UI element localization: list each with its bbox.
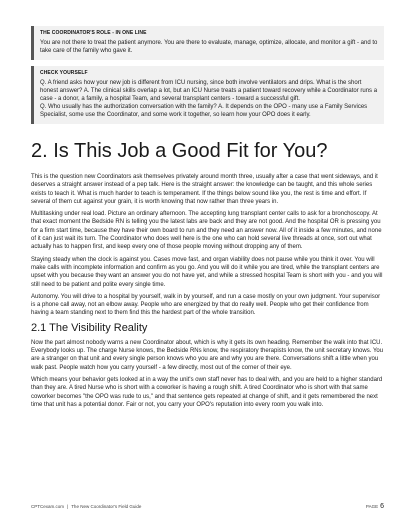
role-callout-box [31,26,384,60]
section-heading: 2. Is This Job a Good Fit for You? [31,140,328,162]
body-paragraph: Staying steady when the clock is against you. Cases move fast, and organ viability does not pause while you think it over. You will make calls with incomplete information and confirm as you go. And you will do it while you are tired, while the transplant centers are upset with you because they want an answer you do not have yet, and while a stressed hospital Team is short with you - and you will still need to be patient and polite every single time. [31,256,383,288]
document-page [31,26,384,413]
page-number: 6 [380,503,384,510]
footer-page-indicator [366,503,384,510]
footer-separator: | [67,504,69,509]
footer-source [31,504,141,509]
check-yourself-q1: Q. A friend asks how your new job is different from ICU nursing, since both involve ventilators and drips. What is the short honest answer? A. The clinical skills overlap a lot, but an ICU Nurse treats a patient toward recovery while a Coordinator runs a case - a donor, a family, a hospital Team, and several transplant centers - toward a successful gift. [40,80,378,102]
check-yourself-title: CHECK YOURSELF [40,70,88,76]
subsection-heading: 2.1 The Visibility Reality [31,321,148,334]
body-paragraph: Now the part almost nobody warns a new Coordinator about, which is why it gets its own heading. Remember the walk into that ICU. Everybody looks up. The charge Nurse knows, the Bedside RNs know, the respiratory therapists know, the unit secretary knows. You are a stranger on that unit and every single person knows who you are and why you are there. Conversations shift a little when you walk past. People watch how you carry yourself - a few directly, most out of the corner of their eye. [31,339,384,371]
role-callout-text: You are not there to treat the patient anymore. You are there to evaluate, manage, optimize, allocate, and monitor a gift - and to take care of the family who gave it. [40,40,378,54]
footer-guide-title: The New Coordinator's Field Guide [71,504,142,509]
footer-site-link[interactable]: CPTCexam.com [31,504,65,509]
check-yourself-box [31,66,384,124]
role-callout-title: THE COORDINATOR'S ROLE - IN ONE LINE [40,30,147,36]
body-paragraph: Multitasking under real load. Picture an ordinary afternoon. The accepting lung transplant center calls to ask for a bronchoscopy. At that exact moment the Bedside RN is telling you the latest labs are back and they are not good. And the hospital OR is pressing you for a firm start time, because they have their own board to run and they need an answer now. All of it inside a few minutes, and none of it can just wait its turn. The Coordinator who does well here is the one who can hold several live threads at once, sort out what actually has to happen first, and keep every one of those people moving without dropping any of them. [31,211,382,251]
page-label: PAGE [365,504,379,509]
body-paragraph: Which means your behavior gets looked at in a way the unit's own staff never has to deal with, and you are held to a higher standard than they are. A tired Nurse who is short with a coworker is having a rough shift. A tired Coordinator who is short with that same coworker becomes "the OPO was rude to us," and that sentence gets repeated at change of shift, and it gets remembered the next time that unit has a potential donor. Fair or not, you carry your OPO's reputation into every room you walk into. [31,376,383,408]
body-paragraph: This is the question new Coordinators ask themselves privately around month three, usually after a case that went sideways, and it deserves a straight answer instead of a pep talk. Here is the straight answer: the knowledge can be taught, and this whole series exists to teach it. What is much harder to teach is temperament. If the things below sound like you, the rest is time and effort. If several of them cut against your grain, it is worth knowing that now rather than three years in. [31,174,378,205]
body-paragraph: Autonomy. You will drive to a hospital by yourself, walk in by yourself, and run a case mostly on your own judgment. Your supervisor is a phone call away, not an elbow away. People who are energized by that do really well. People who get their confidence from having a team standing next to them find this the hardest part of the whole transition. [31,293,381,317]
check-yourself-text [40,79,378,119]
check-yourself-q2: Q. Who usually has the authorization conversation with the family? A. It depends on the OPO - many use a Family Services Specialist, some use the Coordinator, and some work it together, so learn how your OPO does it early. [40,104,368,118]
